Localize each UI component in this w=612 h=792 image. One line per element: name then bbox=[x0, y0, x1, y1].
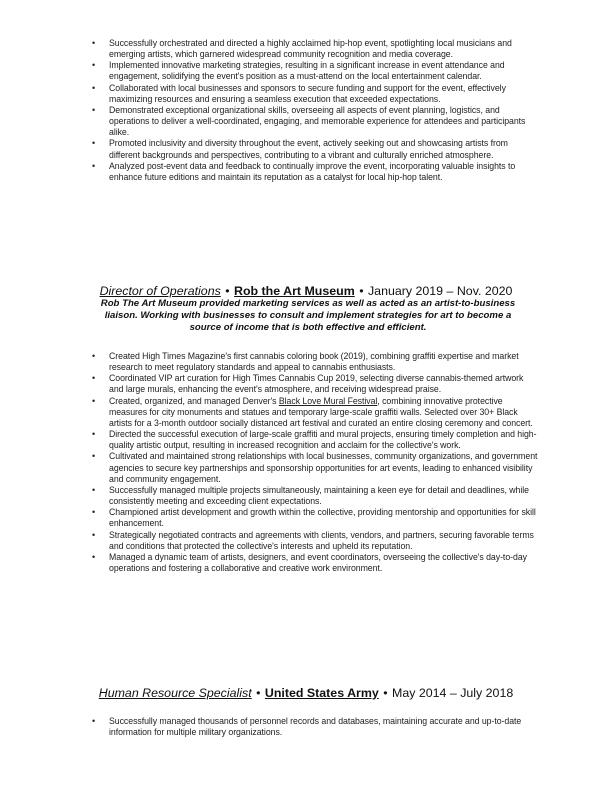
job-header-army bbox=[0, 686, 612, 700]
bullet-item: • Coordinated VIP art curation for High Times Cannabis Cup 2019, selecting diverse cannabis-themed artwork and large murals, enhancing the event's atmosphere, and receiving widespread praise. bbox=[92, 373, 540, 395]
separator-dot: • bbox=[256, 686, 261, 700]
bullet-item: • Successfully orchestrated and directed a highly acclaimed hip-hop event, spotlighting local musicians and emerging artists, which garnered widespread community recognition and media coverage. bbox=[92, 38, 540, 60]
bullet-item: • Managed a dynamic team of artists, designers, and event coordinators, overseeing the collective's day-to-day operations and fostering a collaborative and creative work environment. bbox=[92, 552, 540, 574]
bullet-text: , combining innovative protective measures for city monuments and statues and temporary large-scale graffiti walls. Selected over 30+ Black artists for a 3-month outdoor socially distanced art festival and curated an entire closing ceremony and concert. bbox=[109, 395, 533, 428]
job-dates: May 2014 – July 2018 bbox=[392, 686, 514, 700]
hiphop-event-bullets bbox=[92, 38, 540, 183]
job-summary: Rob The Art Museum provided marketing services as well as acted as an artist-to-business liaison. Working with businesses to consult and implement strategies for art to become a source of income that is both effective and efficient. bbox=[100, 298, 516, 334]
organization-name: United States Army bbox=[264, 686, 379, 700]
organization-name: Rob the Art Museum bbox=[234, 284, 355, 298]
bullet-item: • Implemented innovative marketing strategies, resulting in a significant increase in event attendance and engagement, solidifying the event's position as a must-attend on the local entertainment calendar. bbox=[92, 60, 540, 82]
job-header-director bbox=[0, 284, 612, 298]
director-bullets bbox=[92, 351, 540, 574]
separator-dot: • bbox=[225, 284, 230, 298]
bullet-item: • Championed artist development and growth within the collective, providing mentorship and opportunities for skill enhancement. bbox=[92, 507, 540, 529]
bullet-item: • Cultivated and maintained strong relationships with local businesses, community organizations, and government agencies to secure key partnerships and sponsorship opportunities for art events, leading to enhanced visibility and community engagement. bbox=[92, 451, 540, 484]
bullet-item: • Collaborated with local businesses and sponsors to secure funding and support for the event, effectively maximizing resources and ensuring a seamless execution that exceeded expectations. bbox=[92, 83, 540, 105]
black-love-mural-festival-link[interactable]: Black Love Mural Festival bbox=[278, 395, 378, 406]
bullet-item: • Successfully managed thousands of personnel records and databases, maintaining accurate and up-to-date information for multiple military organizations. bbox=[92, 716, 540, 738]
job-title: Director of Operations bbox=[99, 284, 221, 298]
separator-dot: • bbox=[359, 284, 364, 298]
job-dates: January 2019 – Nov. 2020 bbox=[367, 284, 513, 298]
bullet-item: • Successfully managed multiple projects simultaneously, maintaining a keen eye for detail and deadlines, while consistently meeting and exceeding client expectations. bbox=[92, 485, 540, 507]
bullet-text: Created, organized, and managed Denver's bbox=[109, 395, 279, 406]
bullet-item: • Created High Times Magazine's first cannabis coloring book (2019), combining graffiti expertise and market research to meet regulatory standards and appeal to cannabis enthusiasts. bbox=[92, 351, 540, 373]
bullet-item: • Promoted inclusivity and diversity throughout the event, actively seeking out and showcasing artists from different backgrounds and perspectives, contributing to a vibrant and culturally enriched atmosphere. bbox=[92, 138, 540, 160]
bullet-item: • Directed the successful execution of large-scale graffiti and mural projects, ensuring timely completion and high-quality artistic output, resulting in increased recognition and acclaim for the collective's work. bbox=[92, 429, 540, 451]
bullet-item: • Demonstrated exceptional organizational skills, overseeing all aspects of event planning, logistics, and operations to deliver a well-coordinated, engaging, and memorable experience for attendees and participants alike. bbox=[92, 105, 540, 138]
bullet-item: • Strategically negotiated contracts and agreements with clients, vendors, and partners, securing favorable terms and conditions that protected the collective's interests and upheld its reputation. bbox=[92, 530, 540, 552]
bullet-item bbox=[92, 396, 540, 429]
job-title: Human Resource Specialist bbox=[98, 686, 252, 700]
bullet-item: • Analyzed post-event data and feedback to continually improve the event, incorporating valuable insights to enhance future editions and maintain its reputation as a catalyst for local hip-hop talent. bbox=[92, 161, 540, 183]
separator-dot: • bbox=[383, 686, 388, 700]
army-bullets bbox=[92, 716, 540, 738]
